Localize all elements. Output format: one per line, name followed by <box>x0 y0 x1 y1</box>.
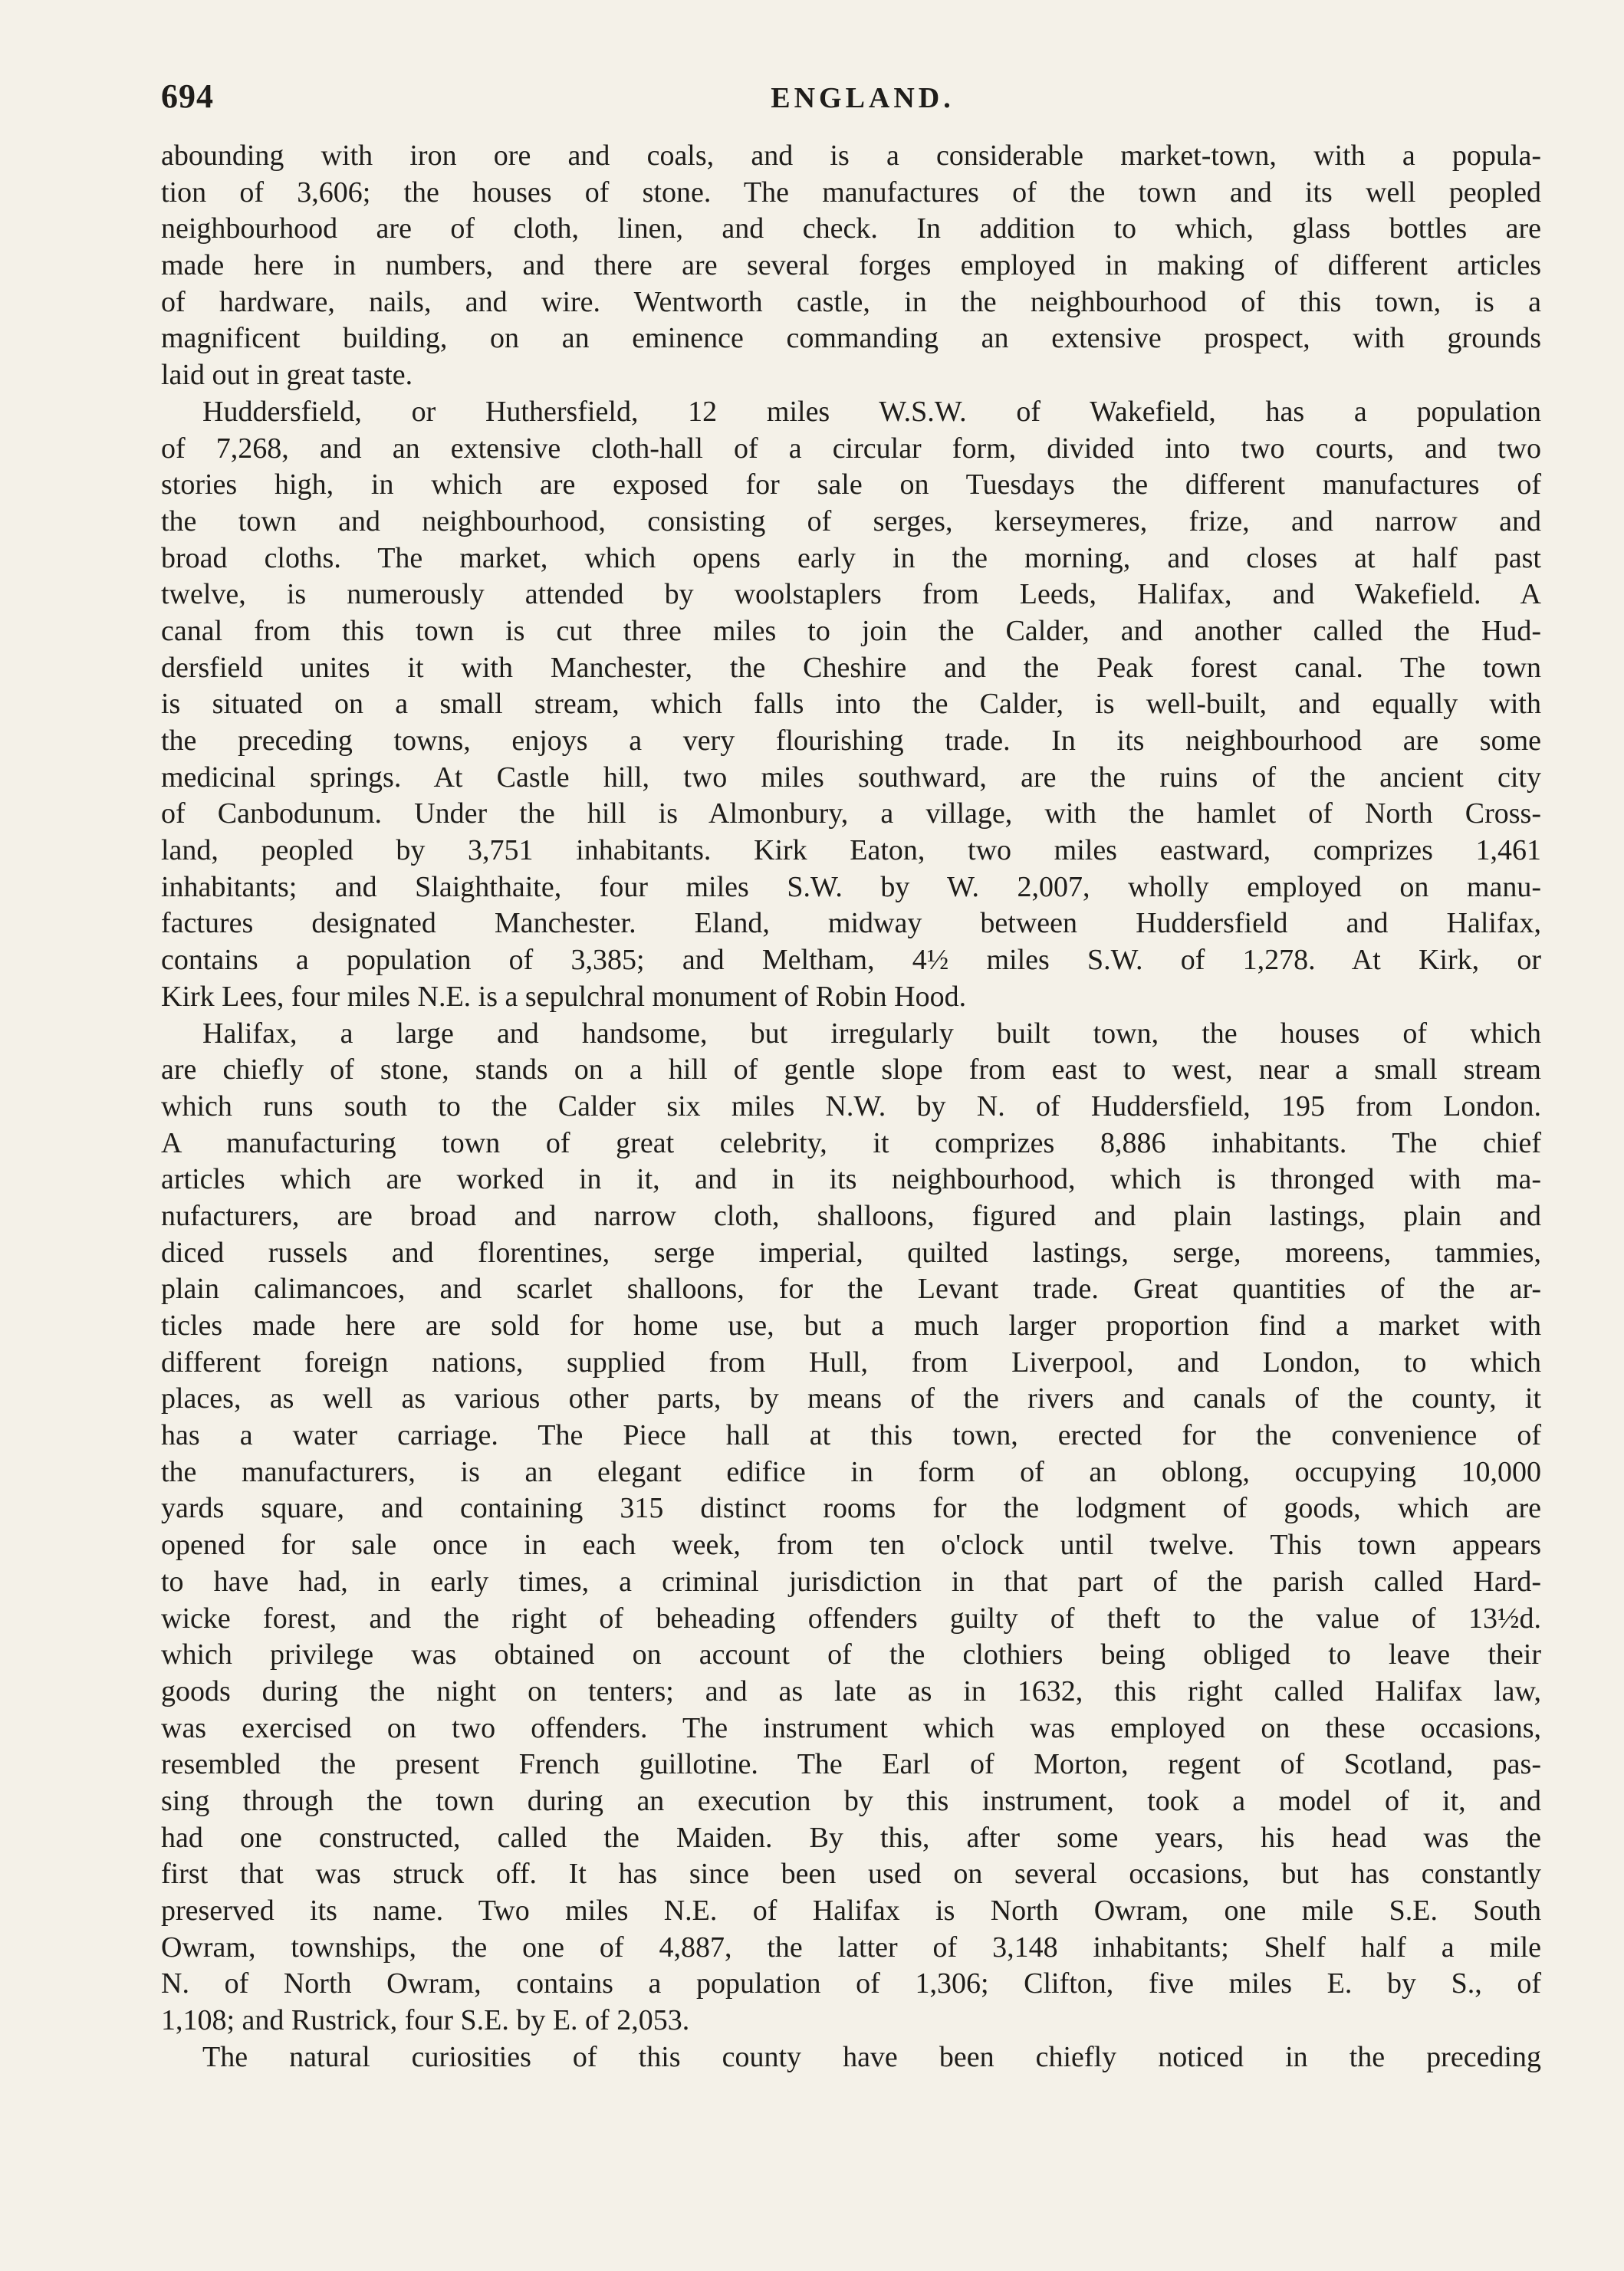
text-line: inhabitants; and Slaighthaite, four miles S.W. by W. 2,007, wholly employed on manu- <box>161 870 1541 903</box>
text-line: Halifax, a large and handsome, but irregularly built town, the houses of which <box>202 1017 1541 1050</box>
text-line: dersfield unites it with Manchester, the Cheshire and the Peak forest canal. The town <box>161 651 1541 684</box>
text-line: land, peopled by 3,751 inhabitants. Kirk Eaton, two miles eastward, comprizes 1,461 <box>161 834 1541 867</box>
text-line: to have had, in early times, a criminal jurisdiction in that part of the parish called Hard- <box>161 1565 1541 1598</box>
text-line: tion of 3,606; the houses of stone. The manufactures of the town and its well peopled <box>161 176 1541 209</box>
text-line: the town and neighbourhood, consisting of serges, kerseymeres, frize, and narrow and <box>161 504 1541 537</box>
text-line: of Canbodunum. Under the hill is Almonbury, a village, with the hamlet of North Cross- <box>161 797 1541 830</box>
text-line: preserved its name. Two miles N.E. of Halifax is North Owram, one mile S.E. South <box>161 1895 1541 1927</box>
text-line: factures designated Manchester. Eland, midway between Huddersfield and Halifax, <box>161 907 1541 940</box>
text-line: of hardware, nails, and wire. Wentworth castle, in the neighbourhood of this town, is a <box>161 285 1541 318</box>
text-line: 1,108; and Rustrick, four S.E. by E. of 2,053. <box>161 2004 690 2037</box>
text-line: made here in numbers, and there are several forges employed in making of different articles <box>161 249 1541 282</box>
text-line: contains a population of 3,385; and Meltham, 4½ miles S.W. of 1,278. At Kirk, or <box>161 944 1541 977</box>
text-line: ticles made here are sold for home use, but a much larger proportion find a market with <box>161 1310 1541 1342</box>
text-line: first that was struck off. It has since been used on several occasions, but has constantly <box>161 1858 1541 1891</box>
text-line: was exercised on two offenders. The instrument which was employed on these occasions, <box>161 1711 1541 1744</box>
text-line: neighbourhood are of cloth, linen, and check. In addition to which, glass bottles are <box>161 212 1541 245</box>
text-line: which runs south to the Calder six miles N.W. by N. of Huddersfield, 195 from London. <box>161 1089 1541 1122</box>
text-line: Huddersfield, or Huthersfield, 12 miles W.S.W. of Wakefield, has a population <box>202 395 1541 428</box>
text-line: canal from this town is cut three miles to join the Calder, and another called the Hud- <box>161 614 1541 647</box>
text-line: goods during the night on tenters; and as late as in 1632, this right called Halifax law, <box>161 1674 1541 1707</box>
text-line: laid out in great taste. <box>161 359 413 392</box>
text-line: are chiefly of stone, stands on a hill of gentle slope from east to west, near a small stream <box>161 1053 1541 1086</box>
text-line: A manufacturing town of great celebrity, it comprizes 8,886 inhabitants. The chief <box>161 1126 1541 1159</box>
text-line: places, as well as various other parts, by means of the rivers and canals of the county, it <box>161 1382 1541 1415</box>
text-line: of 7,268, and an extensive cloth-hall of a circular form, divided into two courts, and two <box>161 432 1541 465</box>
text-line: sing through the town during an execution by this instrument, took a model of it, and <box>161 1784 1541 1817</box>
text-line: twelve, is numerously attended by woolstaplers from Leeds, Halifax, and Wakefield. A <box>161 578 1541 611</box>
text-line: resembled the present French guillotine. The Earl of Morton, regent of Scotland, pas- <box>161 1748 1541 1781</box>
text-line: different foreign nations, supplied from Hull, from Liverpool, and London, to which <box>161 1346 1541 1379</box>
text-line: is situated on a small stream, which falls into the Calder, is well-built, and equally with <box>161 688 1541 721</box>
text-line: yards square, and containing 315 distinct rooms for the lodgment of goods, which are <box>161 1492 1541 1525</box>
body-text <box>161 138 1541 2075</box>
text-line: The natural curiosities of this county have been chiefly noticed in the preceding <box>202 2040 1541 2073</box>
text-line: the preceding towns, enjoys a very flourishing trade. In its neighbourhood are some <box>161 725 1541 757</box>
page-header <box>161 77 1564 123</box>
text-line: the manufacturers, is an elegant edifice in form of an oblong, occupying 10,000 <box>161 1455 1541 1488</box>
text-line: stories high, in which are exposed for sale on Tuesdays the different manufactures of <box>161 468 1541 501</box>
text-line: medicinal springs. At Castle hill, two miles southward, are the ruins of the ancient city <box>161 761 1541 794</box>
text-line: which privilege was obtained on account of the clothiers being obliged to leave their <box>161 1638 1541 1671</box>
text-line: diced russels and florentines, serge imperial, quilted lastings, serge, moreens, tammies, <box>161 1236 1541 1269</box>
text-line: plain calimancoes, and scarlet shalloons, for the Levant trade. Great quantities of the ar- <box>161 1273 1541 1306</box>
text-line: wicke forest, and the right of beheading offenders guilty of theft to the value of 13½d. <box>161 1602 1541 1635</box>
text-line: has a water carriage. The Piece hall at this town, erected for the convenience of <box>161 1419 1541 1452</box>
page-number: 694 <box>161 77 214 115</box>
text-line: abounding with iron ore and coals, and is a considerable market-town, with a popula- <box>161 140 1541 172</box>
text-line: had one constructed, called the Maiden. By this, after some years, his head was the <box>161 1821 1541 1854</box>
text-line: N. of North Owram, contains a population of 1,306; Clifton, five miles E. by S., of <box>161 1967 1541 2000</box>
text-line: magnificent building, on an eminence commanding an extensive prospect, with grounds <box>161 322 1541 355</box>
text-line: Kirk Lees, four miles N.E. is a sepulchral monument of Robin Hood. <box>161 980 967 1013</box>
text-line: articles which are worked in it, and in its neighbourhood, which is thronged with ma- <box>161 1163 1541 1196</box>
text-line: Owram, townships, the one of 4,887, the latter of 3,148 inhabitants; Shelf half a mile <box>161 1931 1541 1964</box>
text-line: opened for sale once in each week, from ten o'clock until twelve. This town appears <box>161 1529 1541 1562</box>
text-line: nufacturers, are broad and narrow cloth, shalloons, figured and plain lastings, plain and <box>161 1199 1541 1232</box>
text-line: broad cloths. The market, which opens early in the morning, and closes at half past <box>161 541 1541 574</box>
running-head: ENGLAND. <box>771 82 955 114</box>
